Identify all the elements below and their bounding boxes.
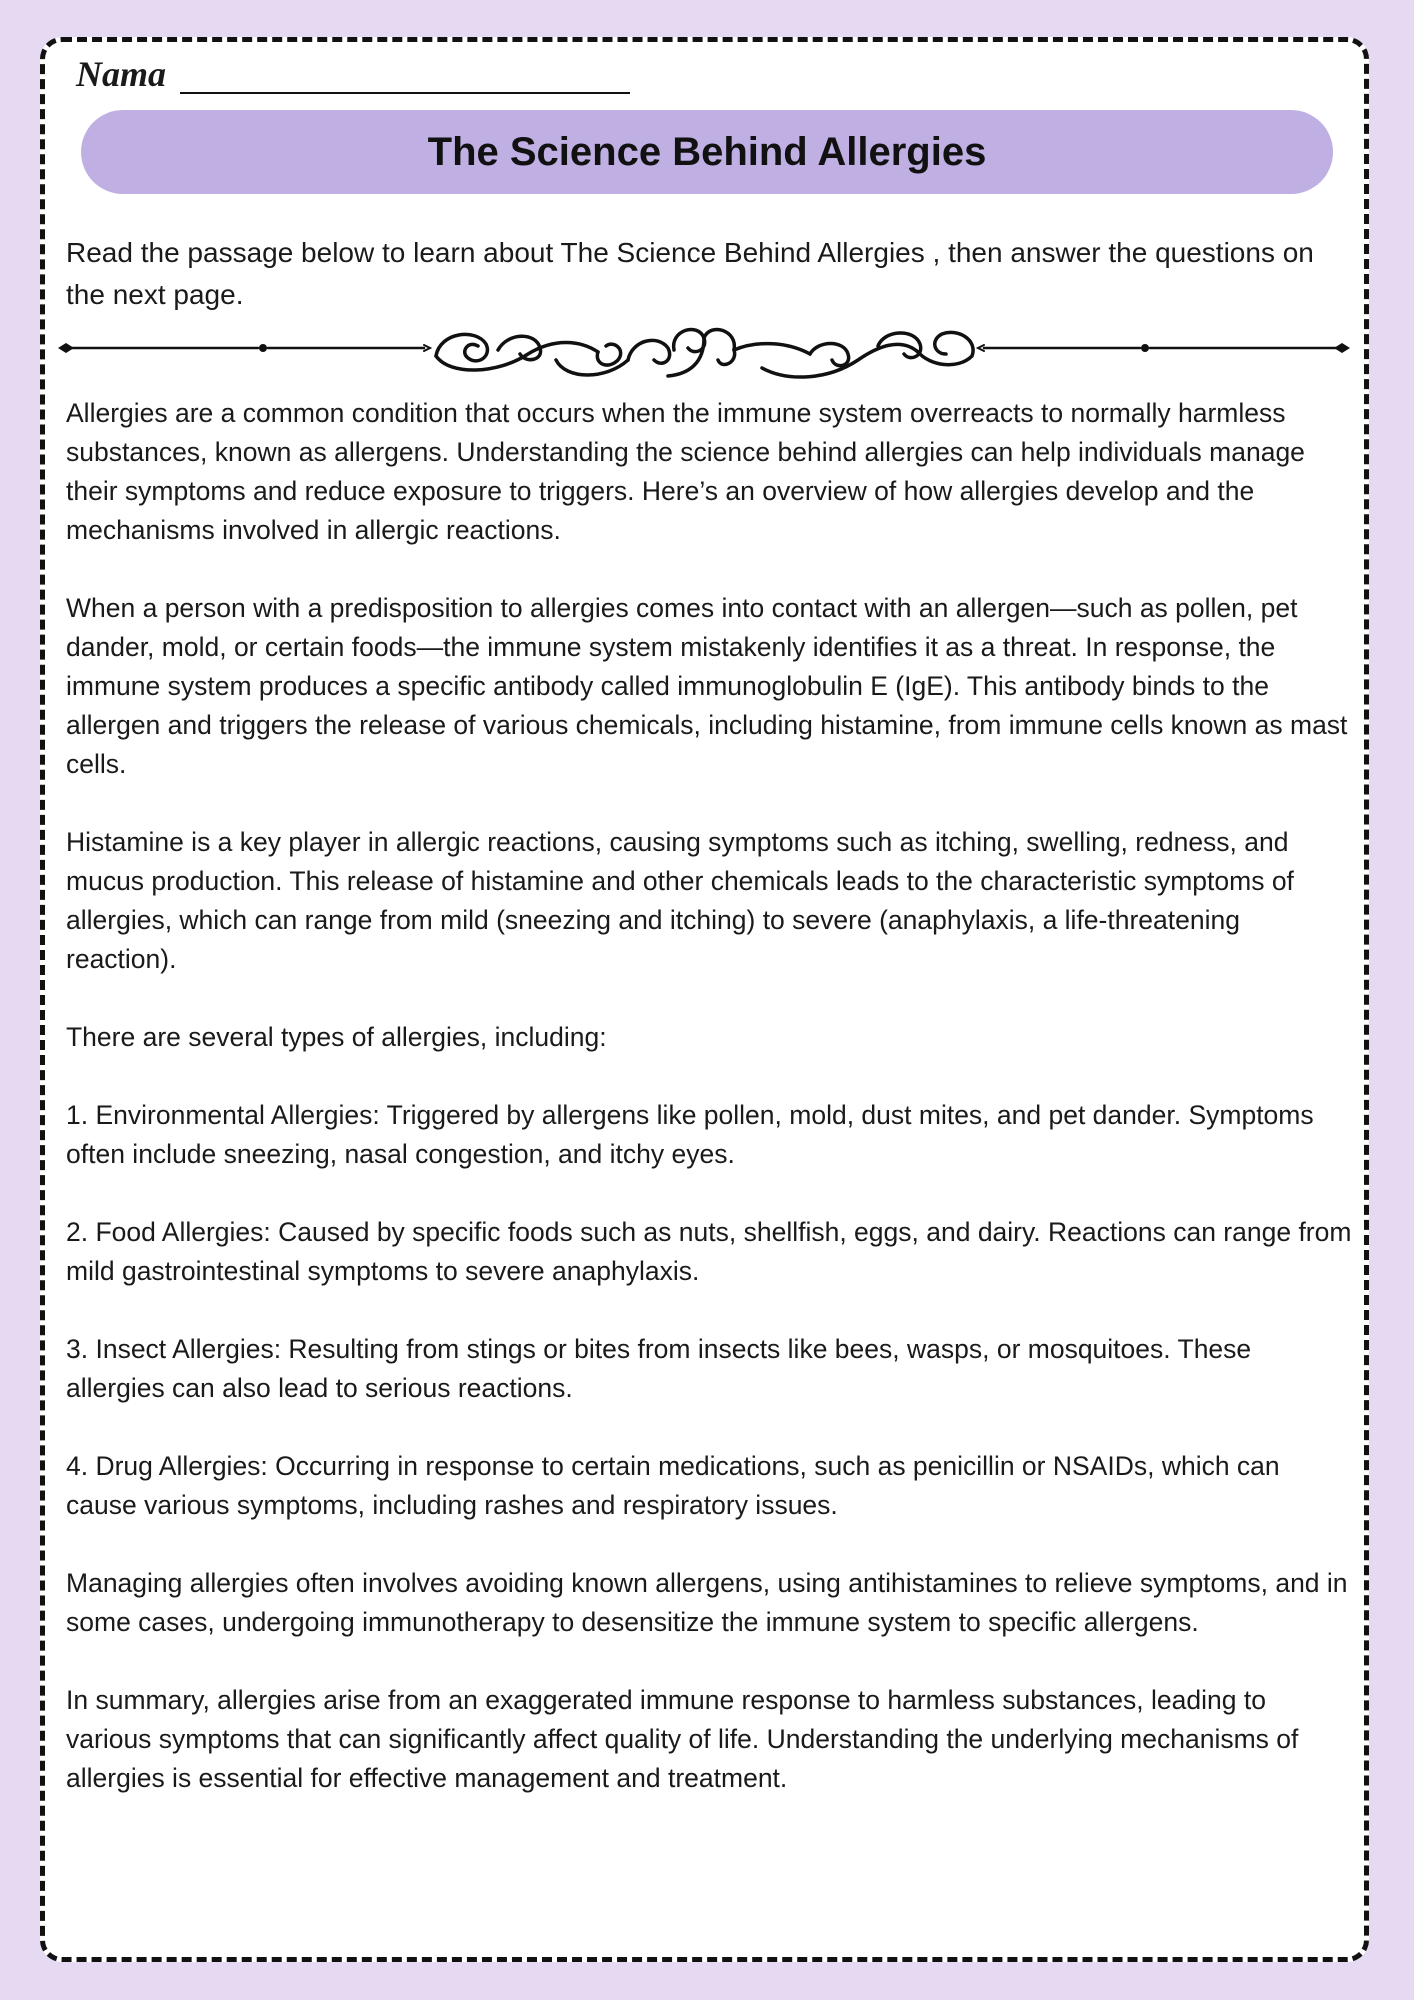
name-field[interactable] xyxy=(180,52,630,94)
reading-passage xyxy=(66,394,1356,1837)
name-row xyxy=(76,44,630,94)
title-banner xyxy=(81,110,1333,194)
passage-paragraph: When a person with a predisposition to allergies comes into contact with an allergen—such as pollen, pet dander, mold, or certain foods—the immune system mistakenly identifies it as a threat. In response, the immune system produces a specific antibody called immunoglobulin E (IgE). This antibody binds to the allergen and triggers the release of various chemicals, including histamine, from immune cells known as mast cells. xyxy=(66,593,1348,779)
passage-list-item: 1. Environmental Allergies: Triggered by allergens like pollen, mold, dust mites, and pet dander. Symptoms often include sneezing, nasal congestion, and itchy eyes. xyxy=(66,1100,1314,1169)
passage-list-item: 3. Insect Allergies: Resulting from stings or bites from insects like bees, wasps, or mosquitoes. These allergies can also lead to serious reactions. xyxy=(66,1334,1252,1403)
passage-list-item: 2. Food Allergies: Caused by specific foods such as nuts, shellfish, eggs, and dairy. Reactions can range from mild gastrointestinal symptoms to severe anaphylaxis. xyxy=(66,1217,1352,1286)
passage-paragraph: There are several types of allergies, including: xyxy=(66,1022,607,1052)
passage-paragraph: Allergies are a common condition that occurs when the immune system overreacts to normally harmless substances, known as allergens. Understanding the science behind allergies can help individuals manage their symptoms and reduce exposure to triggers. Here’s an overview of how allergies develop and the mechanisms involved in allergic reactions. xyxy=(66,398,1305,545)
name-label: Nama xyxy=(76,54,166,94)
passage-list-item: 4. Drug Allergies: Occurring in response to certain medications, such as penicillin or NSAIDs, which can cause various symptoms, including rashes and respiratory issues. xyxy=(66,1451,1280,1520)
passage-paragraph: Managing allergies often involves avoiding known allergens, using antihistamines to relieve symptoms, and in some cases, undergoing immunotherapy to desensitize the immune system to specific allergens. xyxy=(66,1568,1348,1637)
passage-paragraph: In summary, allergies arise from an exaggerated immune response to harmless substances, leading to various symptoms that can significantly affect quality of life. Understanding the underlying mechanisms of allergies is essential for effective management and treatment. xyxy=(66,1685,1299,1793)
intro-instructions: Read the passage below to learn about The Science Behind Allergies , then answer the questions on the next page. xyxy=(66,237,1314,310)
passage-paragraph: Histamine is a key player in allergic reactions, causing symptoms such as itching, swelling, redness, and mucus production. This release of histamine and other chemicals leads to the characteristic symptoms of allergies, which can range from mild (sneezing and itching) to severe (anaphylaxis, a life-threatening reaction). xyxy=(66,827,1294,974)
page-title: The Science Behind Allergies xyxy=(427,129,987,174)
flourish-divider xyxy=(58,310,1350,386)
